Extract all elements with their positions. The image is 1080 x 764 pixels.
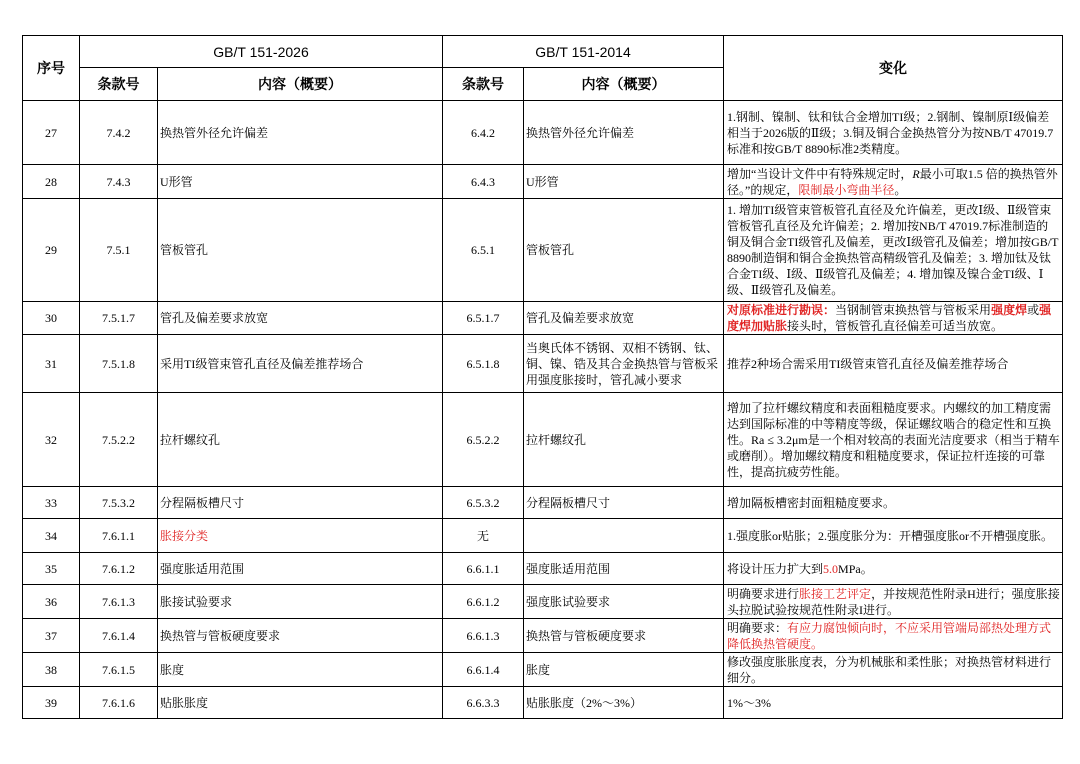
new-content: 胀接试验要求 <box>158 585 443 619</box>
new-content: U形管 <box>158 165 443 199</box>
new-clause: 7.6.1.6 <box>80 687 158 719</box>
change-text-part: 推荐2种场合需采用TI级管束管孔直径及偏差推荐场合 <box>727 356 1009 371</box>
change-text <box>724 393 1063 487</box>
change-text <box>724 519 1063 553</box>
old-content: 换热管外径允许偏差 <box>524 101 724 165</box>
change-text <box>724 101 1063 165</box>
new-clause: 7.4.3 <box>80 165 158 199</box>
old-content: U形管 <box>524 165 724 199</box>
change-text-part: 1. 增加TI级管束管板管孔直径及允许偏差，更改Ⅰ级、Ⅱ级管束管板管孔直径及允许偏差；2. 增加按NB/T 47019.7标准制造的铜及铜合金TI级管孔及偏差，更改Ⅰ级管孔及偏差；增加按GB/T 8890制造铜和铜合金换热管高精级管孔及偏差；3. 增加钛及钛合金TI级、Ⅰ级、Ⅱ级管孔及偏差；4. 增加镍及镍合金TI级、Ⅰ级、Ⅱ级管孔及偏差。 <box>727 203 1059 297</box>
change-text-part: 增加“当设计文件中有特殊规定时， <box>727 166 913 181</box>
new-clause: 7.6.1.1 <box>80 519 158 553</box>
old-content: 贴胀胀度（2%～3%） <box>524 687 724 719</box>
row-number: 34 <box>23 519 80 553</box>
old-content: 管孔及偏差要求放宽 <box>524 302 724 335</box>
table-row <box>23 519 1063 553</box>
table-row <box>23 165 1063 199</box>
change-text-part: 接头时，管板管孔直径偏差可适当放宽。 <box>787 319 1004 333</box>
row-number: 29 <box>23 199 80 302</box>
change-text-highlight: 强度焊 <box>991 303 1028 317</box>
row-number: 38 <box>23 653 80 687</box>
old-clause: 6.4.3 <box>443 165 524 199</box>
change-text-part: 增加了拉杆螺纹精度和表面粗糙度要求。内螺纹的加工精度需达到国际标准的中等精度等级，保证螺纹啮合的稳定性和互换性。Ra ≤ 3.2μm是一个相对较高的表面光洁度要求（相当于精车或磨削）。增加螺纹精度和粗糙度要求，保证拉杆连接的可靠性，提高抗疲劳性能。 <box>727 400 1060 479</box>
old-content: 分程隔板槽尺寸 <box>524 487 724 519</box>
change-text-part: 。 <box>894 182 907 197</box>
change-text-part: 明确要求： <box>727 620 788 635</box>
old-clause-header: 条款号 <box>443 68 524 101</box>
new-clause: 7.5.1.8 <box>80 335 158 393</box>
old-content: 拉杆螺纹孔 <box>524 393 724 487</box>
new-content: 拉杆螺纹孔 <box>158 393 443 487</box>
row-number: 27 <box>23 101 80 165</box>
new-clause: 7.5.1.7 <box>80 302 158 335</box>
row-number: 37 <box>23 619 80 653</box>
change-text-part: 最小可取1.5 倍的换热管外径。”的规定， <box>727 166 1058 197</box>
old-clause: 6.6.3.3 <box>443 687 524 719</box>
old-clause: 6.6.1.4 <box>443 653 524 687</box>
change-text <box>724 619 1063 653</box>
old-clause: 6.5.1 <box>443 199 524 302</box>
change-text-highlight: 有应力腐蚀倾向时，不应采用管端局部热处理方式降低换热管硬度。 <box>727 620 1052 651</box>
change-text-part: 或 <box>1027 303 1040 317</box>
change-text-highlight: 5.0 <box>823 561 839 576</box>
change-text <box>724 487 1063 519</box>
old-clause: 6.6.1.3 <box>443 619 524 653</box>
new-clause: 7.5.1 <box>80 199 158 302</box>
change-text <box>724 199 1063 302</box>
row-number: 32 <box>23 393 80 487</box>
standard-comparison-table <box>22 35 1063 719</box>
new-clause: 7.6.1.2 <box>80 553 158 585</box>
table-row <box>23 585 1063 619</box>
new-content: 胀度 <box>158 653 443 687</box>
old-clause: 6.5.3.2 <box>443 487 524 519</box>
new-clause-header: 条款号 <box>80 68 158 101</box>
change-text-part: 明确要求进行 <box>727 586 800 601</box>
new-content: 管板管孔 <box>158 199 443 302</box>
table-row <box>23 199 1063 302</box>
new-clause: 7.6.1.5 <box>80 653 158 687</box>
change-text-part: 1.强度胀or贴胀；2.强度胀分为：开槽强度胀or不开槽强度胀。 <box>727 528 1054 543</box>
change-text <box>724 687 1063 719</box>
old-clause: 6.6.1.1 <box>443 553 524 585</box>
row-number: 33 <box>23 487 80 519</box>
old-standard-header: GB/T 151-2014 <box>443 36 724 68</box>
new-clause: 7.6.1.4 <box>80 619 158 653</box>
new-clause: 7.5.2.2 <box>80 393 158 487</box>
new-content: 分程隔板槽尺寸 <box>158 487 443 519</box>
new-content: 胀接分类 <box>158 519 443 553</box>
table-row <box>23 487 1063 519</box>
change-header: 变化 <box>724 36 1063 101</box>
change-text-part: 1%～3% <box>727 695 772 710</box>
change-text-part: MPa。 <box>838 561 873 576</box>
change-text-highlight: 对原标准进行勘误： <box>727 303 836 317</box>
table-row <box>23 687 1063 719</box>
new-content: 采用TI级管束管孔直径及偏差推荐场合 <box>158 335 443 393</box>
new-clause: 7.5.3.2 <box>80 487 158 519</box>
seq-header: 序号 <box>23 36 80 101</box>
table-row <box>23 101 1063 165</box>
row-number: 31 <box>23 335 80 393</box>
old-content-header: 内容（概要） <box>524 68 724 101</box>
change-text <box>724 165 1063 199</box>
old-clause: 6.4.2 <box>443 101 524 165</box>
old-content: 换热管与管板硬度要求 <box>524 619 724 653</box>
old-content: 管板管孔 <box>524 199 724 302</box>
change-text <box>724 653 1063 687</box>
change-text-part: 增加隔板槽密封面粗糙度要求。 <box>727 495 896 510</box>
new-content: 换热管外径允许偏差 <box>158 101 443 165</box>
change-text <box>724 585 1063 619</box>
new-clause: 7.6.1.3 <box>80 585 158 619</box>
old-clause: 6.5.1.7 <box>443 302 524 335</box>
table-row <box>23 335 1063 393</box>
row-number: 39 <box>23 687 80 719</box>
old-content: 胀度 <box>524 653 724 687</box>
old-clause: 6.6.1.2 <box>443 585 524 619</box>
new-content: 贴胀胀度 <box>158 687 443 719</box>
table-row <box>23 653 1063 687</box>
row-number: 36 <box>23 585 80 619</box>
change-text-italic: R <box>912 166 920 181</box>
change-text-part: 将设计压力扩大到 <box>727 561 824 576</box>
header-row-1 <box>23 36 1063 68</box>
old-clause: 无 <box>443 519 524 553</box>
new-content: 换热管与管板硬度要求 <box>158 619 443 653</box>
old-content <box>524 519 724 553</box>
change-text <box>724 553 1063 585</box>
change-text <box>724 335 1063 393</box>
new-content: 强度胀适用范围 <box>158 553 443 585</box>
table-row <box>23 302 1063 335</box>
change-text <box>724 302 1063 335</box>
change-text-part: 修改强度胀胀度表，分为机械胀和柔性胀；对换热管材料进行细分。 <box>727 654 1052 685</box>
old-content: 强度胀试验要求 <box>524 585 724 619</box>
row-number: 35 <box>23 553 80 585</box>
old-content: 当奥氏体不锈钢、双相不锈钢、钛、铜、镍、锆及其合金换热管与管板采用强度胀接时，管孔减小要求 <box>524 335 724 393</box>
new-clause: 7.4.2 <box>80 101 158 165</box>
row-number: 28 <box>23 165 80 199</box>
new-content: 管孔及偏差要求放宽 <box>158 302 443 335</box>
table-row <box>23 553 1063 585</box>
table-row <box>23 393 1063 487</box>
change-text-part: ，并按规范性附录H进行；强度胀接头拉脱试验按规范性附录I进行。 <box>727 586 1060 617</box>
table-row <box>23 619 1063 653</box>
change-text-highlight: 胀接工艺评定 <box>799 586 872 601</box>
change-text-highlight: 强度焊加贴胀 <box>727 303 1052 333</box>
change-text-highlight: 限制最小弯曲半径 <box>798 182 895 197</box>
old-clause: 6.5.2.2 <box>443 393 524 487</box>
change-text-part: 当钢制管束换热管与管板采用 <box>835 303 992 317</box>
new-content-header: 内容（概要） <box>158 68 443 101</box>
change-text-part: 1.钢制、镍制、钛和钛合金增加TI级；2.钢制、镍制原Ⅰ级偏差相当于2026版的Ⅱ级；3.铜及铜合金换热管分为按NB/T 47019.7标准和按GB/T 8890标准2类精度。 <box>727 109 1054 156</box>
row-number: 30 <box>23 302 80 335</box>
old-content: 强度胀适用范围 <box>524 553 724 585</box>
new-standard-header: GB/T 151-2026 <box>80 36 443 68</box>
old-clause: 6.5.1.8 <box>443 335 524 393</box>
